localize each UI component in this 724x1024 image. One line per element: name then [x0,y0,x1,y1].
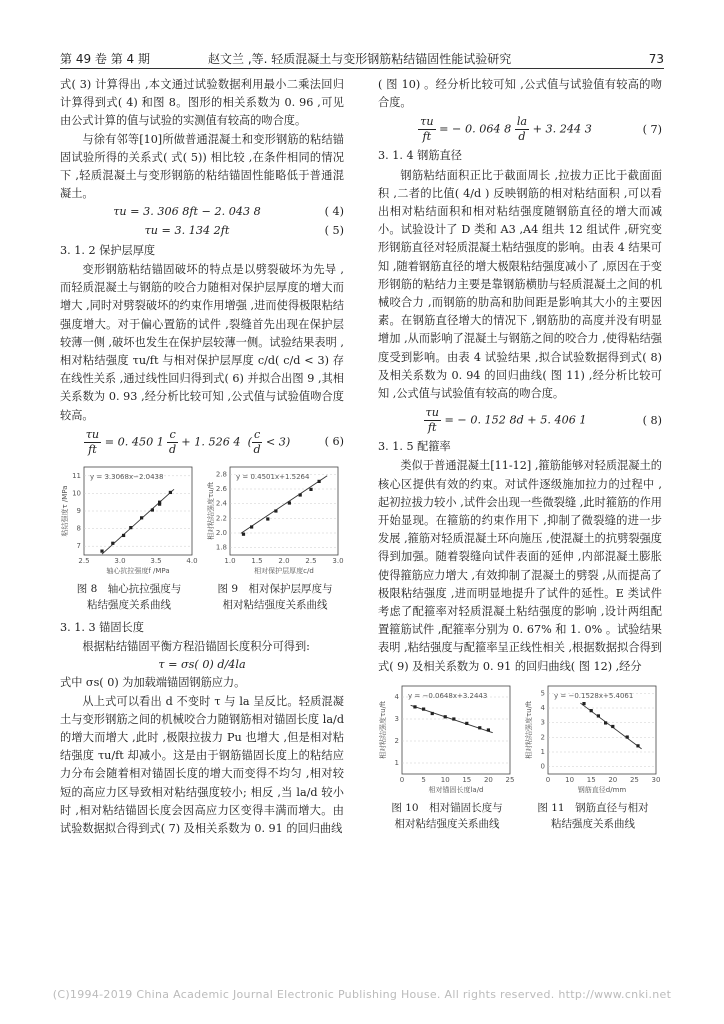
data-point [478,726,481,729]
data-point [636,744,639,747]
y-tick-label: 4 [540,703,545,712]
fit-equation: y = 0.4501x+1.5264 [236,472,310,481]
figure-caption: 图 9 相对保护层厚度与 相对粘结强度关系曲线 [217,582,333,611]
equation-body: $\frac{\tau u}{ft}$ = 0. 450 1 $\frac{c}{d}$ + 1. 526 4 ( $\frac{c}{d}$ < 3) [85,427,291,456]
y-tick-label: 2 [394,736,399,745]
data-point [597,714,600,717]
chart-fig11 [524,680,662,798]
paragraph: 变形钢筋粘结锚固破坏的特点是以劈裂破坏为先导 ,而轻质混凝土与钢筋的咬合力随相对保护层厚度的增大而增大 ,同时对劈裂破坏的约束作用增强 ,进而使得极限粘结强度增大。对于偏心置筋的试件 ,裂缝首先出现在保护层较薄一侧 ,破坏也发生在保护层较薄一侧。试验结果表明 ,相对粘结强度 τu/ft 与相对保护层厚度 c/d( c/d < 3) 存在线性关系 ,通过线性回归得到式( 6) 并拟合出图 9 ,其相关系数为 0. 93 ,经分析比较可知 ,公式值与试验值吻合度较高。 [60,263,344,422]
y-tick-label: 3 [394,714,399,723]
x-tick-label: 20 [608,775,618,784]
figure-caption: 图 10 相对锚固长度与 相对粘结强度关系曲线 [391,801,503,830]
y-tick-label: 2.0 [215,528,227,537]
x-tick-label: 3.0 [114,556,126,565]
chart-fig9 [206,461,344,579]
equation-body: τ = σs( 0) d/4la [158,658,246,672]
y-tick-label: 2.2 [215,514,227,523]
data-point [590,709,593,712]
x-tick-label: 2.0 [278,556,290,565]
y-axis-label: 相对粘结强度τu/ft [525,700,533,759]
paragraph: 钢筋粘结面积正比于截面周长 ,拉拔力正比于截面面积 ,二者的比值( 4/d ) 反映钢筋的相对粘结面积 ,可以看出相对粘结面积和相对粘结强度随钢筋直径的增大而减小。试验设计了 D 类和 A3 ,A4 组共 12 组试件 ,研究变形钢筋直径对轻质混凝土粘结强度的影响。由表 4 结果可知 ,随着钢筋直径的增大极限粘结强度减小了 ,原因在于变形钢筋的粘结力主要是靠钢筋横肋与轻质混凝土之间的机械咬合力 ,而钢筋的肋高和肋间距是影响其大小的主要因素。在钢筋直径增大的情况下 ,钢筋肋的高度并没有明显增加 ,从而影响了混凝土与钢筋之间的咬合力 ,使得粘结强度受到影响。由表 4 试验结果 ,拟合试验数据得到式( 8) 及相关系数为 0. 94 的回归曲线( 图 11) ,经分析比较可知 ,公式值与试验值有较高的吻合度。 [378,168,662,401]
x-tick-label: 5 [421,775,426,784]
figure-8 [60,461,198,613]
data-point [151,508,154,511]
data-point [122,534,125,537]
equation-number: ( 4) [324,205,344,219]
y-tick-label: 10 [72,489,81,498]
y-tick-label: 0 [540,762,545,771]
paragraph: ( 图 10) 。经分析比较可知 ,公式值与试验值有较高的吻合度。 [378,78,662,110]
data-point [309,488,312,491]
fraction: $\frac{c}{d}$ [253,427,261,456]
data-point [169,491,172,494]
y-tick-label: 3 [540,718,545,727]
data-point [487,728,490,731]
figure-row [378,680,662,832]
data-point [242,532,245,535]
data-point [604,721,607,724]
page-header [0,0,724,70]
figure-10 [378,680,516,832]
x-tick-label: 2.5 [78,556,90,565]
equation-6 [60,428,344,457]
x-tick-label: 0 [399,775,405,784]
x-tick-label: 4.0 [186,556,198,565]
section-heading: 3. 1. 2 保护层厚度 [60,243,156,257]
paragraph: 从上式可以看出 d 不变时 τ 与 la 呈反比。轻质混凝土与变形钢筋之间的机械咬合力随钢筋相对锚固长度 la/d 的增大而增大 ,此时 ,极限拉拔力 Pu 也增大 ,但是相对粘结强度 τu/ft 却减小。这是由于钢筋锚固长度上的粘结应力分布会随着相对锚固长度的增大而变得不均匀 ,相对较短的高应力区导致相对粘结强度较小; 相反 ,当 la/d 较小时 ,相对粘结锚固长度会因高应力区变得丰满而增大。由试验数据拟合得到式( 7) 及相关系数为 0. 91 的回归曲线 [60,694,344,836]
x-tick-label: 0 [545,775,551,784]
equation-body: $\frac{\tau u}{ft}$ = − 0. 152 8d + 5. 406 1 [425,406,587,435]
figure-caption: 图 11 钢筋直径与相对 粘结强度关系曲线 [537,801,649,830]
equation-body: τu = 3. 134 2ft [144,223,230,237]
left-column [60,76,344,838]
x-tick-label: 30 [651,775,661,784]
x-tick-label: 3.0 [332,556,344,565]
y-tick-label: 7 [76,542,81,551]
running-title: 赵文兰 ,等. 轻质混凝土与变形钢筋粘结锚固性能试验研究 [208,52,512,66]
x-axis-label: 相对保护层厚度c/d [254,566,314,575]
section-heading: 3. 1. 4 钢筋直径 [378,149,462,163]
paragraph: 根据粘结锚固平衡方程沿锚固长度积分可得到: [82,640,310,654]
equation-number: ( 6) [324,435,344,449]
fit-equation: y = −0.1528x+5.4061 [554,691,634,700]
paragraph: 式中 σs( 0) 为加载端锚固钢筋应力。 [60,676,246,690]
x-tick-label: 15 [462,775,472,784]
x-tick-label: 2.5 [305,556,317,565]
journal-volume: 第 49 卷 第 4 期 [60,52,150,66]
chart-fig8 [60,461,198,579]
y-tick-label: 4 [394,692,399,701]
data-point [250,525,253,528]
data-point [100,549,103,552]
y-tick-label: 11 [72,471,81,480]
equation-5 [60,222,344,240]
data-point [274,509,277,512]
fraction: $\frac{\tau u}{ft}$ [425,406,439,435]
fit-equation: y = 3.3068x−2.0438 [90,472,164,481]
x-tick-label: 25 [505,775,515,784]
x-tick-label: 15 [586,775,596,784]
x-tick-label: 1.0 [224,556,236,565]
x-tick-label: 3.5 [150,556,162,565]
y-tick-label: 1.8 [215,543,227,552]
data-point [444,715,447,718]
data-point [299,493,302,496]
figure-9 [206,461,344,613]
y-tick-label: 2.8 [215,470,227,479]
data-point [465,722,468,725]
data-point [611,725,614,728]
data-point [111,542,114,545]
chart-fig10 [378,680,516,798]
section-heading: 3. 1. 5 配箍率 [378,440,451,454]
x-axis-label: 轴心抗拉强度f /MPa [106,566,170,575]
figure-caption: 图 8 轴心抗拉强度与 粘结强度关系曲线 [76,582,182,611]
fraction: $\frac{la}{d}$ [516,115,528,144]
equation-4 [60,203,344,221]
y-tick-label: 8 [76,524,81,533]
data-point [140,516,143,519]
section-heading: 3. 1. 3 锚固长度 [60,620,144,634]
x-axis-label: 钢筋直径d/mm [577,785,627,794]
paragraph: 与徐有邻等[10]所做普通混凝土和变形钢筋的粘结锚固试验所得的关系式( 式( 5)) 相比较 ,在条件相同的情况下 ,轻质混凝土与变形钢筋的粘结锚固性能略低于普通混凝土。 [60,132,344,201]
y-axis-label: 相对粘结强度τu/ft [379,700,387,759]
copyright-footer: (C)1994-2019 China Academic Journal Electronic Publishing House. All rights reserved. http://www.cnki.net [52,988,672,1001]
x-tick-label: 1.5 [251,556,263,565]
data-point [129,526,132,529]
y-tick-label: 2.6 [215,484,227,493]
y-tick-label: 2 [540,733,545,742]
equation-number: ( 5) [324,223,344,237]
figure-11 [524,680,662,832]
data-point [318,480,321,483]
paragraph: 式( 3) 计算得出 ,本文通过试验数据利用最小二乘法回归计算得到式( 4) 和图 8。图形的相关系数为 0. 96 ,可见由公式计算的值与试验的实测值有较高的吻合度。 [60,78,344,128]
fit-line [241,476,327,534]
data-point [626,735,629,738]
page-number: 73 [648,52,664,66]
x-tick-label: 20 [483,775,493,784]
fraction: $\frac{c}{d}$ [169,427,177,456]
equation-number: ( 8) [642,413,662,427]
fraction: $\frac{\tau u}{ft}$ [420,115,434,144]
y-tick-label: 1 [394,758,399,767]
data-point [158,502,161,505]
fraction: $\frac{\tau u}{ft}$ [85,427,100,456]
equation-body: τu = 3. 306 8ft − 2. 043 8 [113,205,261,219]
equation-body: $\frac{\tau u}{ft}$ = − 0. 064 8 $\frac{la}{d}$ + 3. 244 3 [420,115,592,144]
x-tick-label: 10 [565,775,575,784]
equation-8 [378,406,662,435]
y-tick-label: 9 [76,506,81,515]
fit-equation: y = −0.0648x+3.2443 [408,691,488,700]
y-tick-label: 5 [540,689,545,698]
y-tick-label: 2.4 [215,499,227,508]
header-rule [60,68,664,69]
data-point [413,705,416,708]
y-axis-label: 粘结强度τ /MPa [61,485,69,537]
y-axis-label: 相对粘结强度τu/ft [207,481,215,540]
data-point [452,717,455,720]
data-point [288,501,291,504]
equation-number: ( 7) [642,122,662,136]
figure-row [60,461,344,613]
equation-7 [378,115,662,144]
y-tick-label: 1 [540,747,545,756]
paragraph: 类似于普通混凝土[11-12] ,箍筋能够对轻质混凝土的核心区提供有效的约束。对试件逐级施加拉力的过程中 ,起初拉拔力较小 ,试件会出现一些微裂缝 ,此时箍筋的作用开始显现。在箍筋的约束作用下 ,抑制了微裂缝的进一步发展 ,箍筋对轻质混凝土环向施压 ,使混凝土的抗劈裂强度得到加强。随着裂缝向试件表面的延伸 ,内部混凝土膨胀使得箍筋应力增大 ,有效抑制了混凝土的劈裂 ,从而提高了极限粘结强度 ,进而明显地提升了试件的延性。E 类试件考虑了配箍率对轻质混凝土粘结强度的影响 ,设计两组配置箍筋试件 ,配箍率分别为 0. 67% 和 1. 0% 。试验结果表明 ,粘结强度与配箍率呈正线性相关 ,根据数据拟合得到式( 9) 及相关系数为 0. 91 的回归曲线( 图 12) ,经分 [378,459,662,673]
right-column [378,76,662,832]
x-tick-label: 25 [629,775,639,784]
equation-tau [60,656,344,674]
data-point [422,707,425,710]
x-axis-label: 相对锚固长度la/d [428,785,484,794]
data-point [266,517,269,520]
data-point [582,702,585,705]
data-point [431,712,434,715]
fit-line [580,703,641,749]
x-tick-label: 10 [440,775,450,784]
